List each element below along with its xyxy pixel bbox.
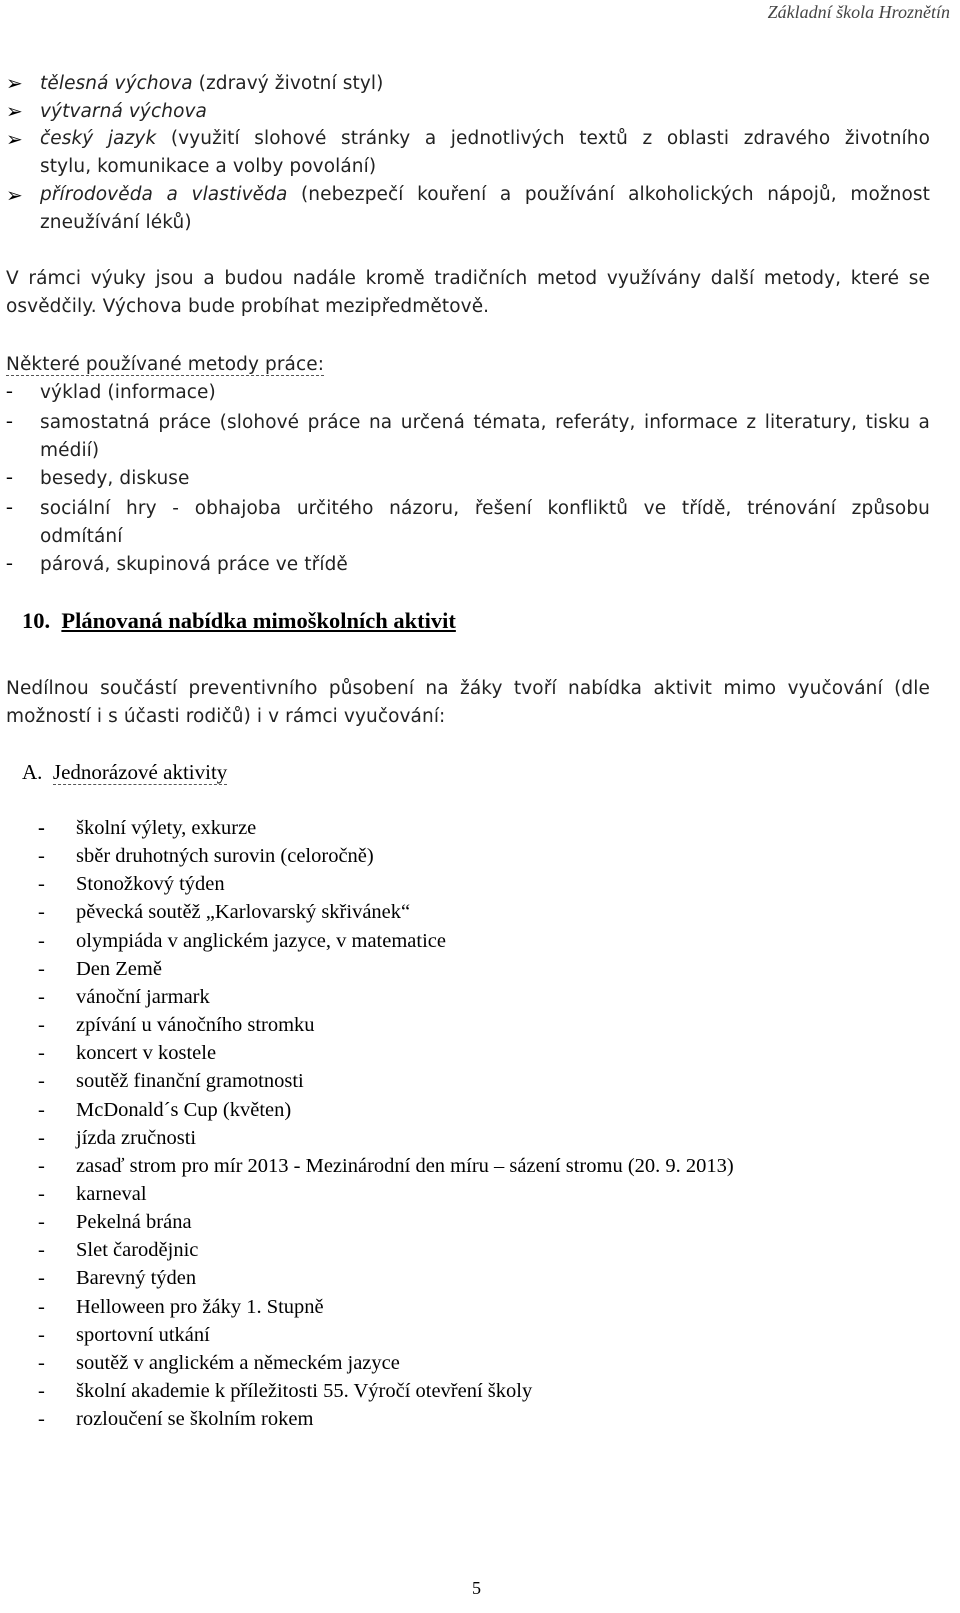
activity-item [38,1267,196,1290]
activity-label: sportovní utkání [76,1323,210,1346]
dash-bullet: - [38,1098,45,1121]
page-number: 5 [472,1578,481,1598]
dash-bullet: - [6,466,13,488]
activity-label: Pekelná brána [76,1211,192,1234]
arrow-bullet-icon: ➢ [6,101,23,123]
activity-item [38,1380,532,1403]
method-item-continuation: odmítání [40,526,123,547]
activity-label: zpívání u vánočního stromku [76,1014,315,1037]
paragraph-line: možností i s účasti rodičů) i v rámci vyučování: [6,706,446,727]
activity-item [38,845,374,868]
section-heading: 10. Plánovaná nabídka mimoškolních aktivit [22,608,456,633]
activity-item [38,1070,304,1093]
activity-label: rozloučení se školním rokem [76,1408,314,1431]
activity-label: zasaď strom pro mír 2013 - Mezinárodní den míru – sázení stromu (20. 9. 2013) [76,1154,734,1177]
dash-bullet: - [38,1239,45,1262]
activity-label: McDonald´s Cup (květen) [76,1098,292,1121]
activity-label: Helloween pro žáky 1. Stupně [76,1295,324,1318]
activity-item [38,873,225,896]
dash-bullet: - [38,1351,45,1374]
activity-item [38,1155,734,1178]
method-item: párová, skupinová práce ve třídě [40,554,348,575]
activity-label: Den Země [76,957,162,980]
dash-bullet: - [38,1267,45,1290]
dash-bullet: - [38,1295,45,1318]
activity-label: Stonožkový týden [76,873,225,896]
paragraph-line: osvědčily. Výchova bude probíhat mezipředmětově. [6,296,490,317]
dash-bullet: - [38,1014,45,1037]
subject-item: přírodověda a vlastivěda (nebezpečí kouření a používání alkoholických nápojů, možnost [40,184,931,205]
activity-item [38,1352,400,1375]
activity-label: Slet čarodějnic [76,1239,199,1262]
dash-bullet: - [6,496,13,518]
dash-bullet: - [38,1154,45,1177]
dash-bullet: - [38,985,45,1008]
subject-item: výtvarná výchova [40,101,207,122]
activity-label: sběr druhotných surovin (celoročně) [76,845,374,868]
activity-item [38,1296,324,1319]
dash-bullet: - [38,901,45,924]
activity-item [38,1324,210,1347]
paragraph-line: Nedílnou součástí preventivního působení na žáky tvoří nabídka aktivit mimo vyučování (dle [6,678,930,699]
subject-item-continuation: zneužívání léků) [40,212,192,233]
activity-label: koncert v kostele [76,1042,217,1065]
dash-bullet: - [6,552,13,574]
dash-bullet: - [38,817,45,839]
activity-item [38,1408,313,1431]
activity-item [38,1183,147,1206]
activity-item [38,986,210,1009]
activity-item [38,817,256,840]
activity-label: soutěž v anglickém a německém jazyce [76,1351,400,1374]
activity-item [38,958,162,981]
activity-label: jízda zručnosti [76,1126,197,1149]
activity-item [38,1211,192,1234]
activity-item [38,1099,291,1122]
subsection-heading: A. Jednorázové aktivity [22,760,228,784]
method-item: besedy, diskuse [40,468,190,489]
activity-item [38,1127,196,1150]
dash-bullet: - [38,845,45,868]
activity-label: vánoční jarmark [76,985,210,1008]
activity-label: pěvecká soutěž „Karlovarský skřivánek“ [76,901,411,924]
subject-item: tělesná výchova (zdravý životní styl) [40,73,384,94]
dash-bullet: - [38,873,45,896]
dash-bullet: - [38,1042,45,1065]
method-item: samostatná práce (slohové práce na určená témata, referáty, informace z literatury, tisku a [40,412,930,433]
methods-heading: Některé používané metody práce: [6,354,325,375]
activity-label: školní akademie k příležitosti 55. Výročí otevření školy [76,1380,533,1402]
activity-label: karneval [76,1182,147,1205]
dash-bullet: - [38,1323,45,1346]
method-item-continuation: médií) [40,440,100,461]
activity-label: školní výlety, exkurze [76,817,257,839]
dash-bullet: - [38,1408,45,1431]
activity-item [38,1014,315,1037]
activity-item [38,901,410,924]
method-item: sociální hry - obhajoba určitého názoru, řešení konfliktů ve třídě, trénování způsobu [40,498,930,519]
dash-bullet: - [38,1380,45,1402]
arrow-bullet-icon: ➢ [6,129,23,151]
arrow-bullet-icon: ➢ [6,73,23,95]
arrow-bullet-icon: ➢ [6,185,23,207]
subject-item: český jazyk (využití slohové stránky a jednotlivých textů z oblasti zdravého životního [40,128,930,149]
dash-bullet: - [38,1182,45,1205]
dash-bullet: - [38,1126,45,1149]
dash-bullet: - [38,1070,45,1093]
activity-label: Barevný týden [76,1267,197,1290]
activity-item [38,1042,216,1065]
dash-bullet: - [38,957,45,980]
page-header: Základní škola Hroznětín [767,2,950,22]
paragraph-line: V rámci výuky jsou a budou nadále kromě tradičních metod využívány další metody, které se [6,268,930,289]
subject-item-continuation: stylu, komunikace a volby povolání) [40,156,377,177]
dash-bullet: - [38,929,45,952]
dash-bullet: - [6,380,13,402]
activity-label: olympiáda v anglickém jazyce, v matematice [76,929,446,952]
activity-item [38,930,446,953]
method-item: výklad (informace) [40,382,216,403]
activity-label: soutěž finanční gramotnosti [76,1070,304,1093]
dash-bullet: - [6,410,13,432]
activity-item [38,1239,198,1262]
dash-bullet: - [38,1211,45,1234]
